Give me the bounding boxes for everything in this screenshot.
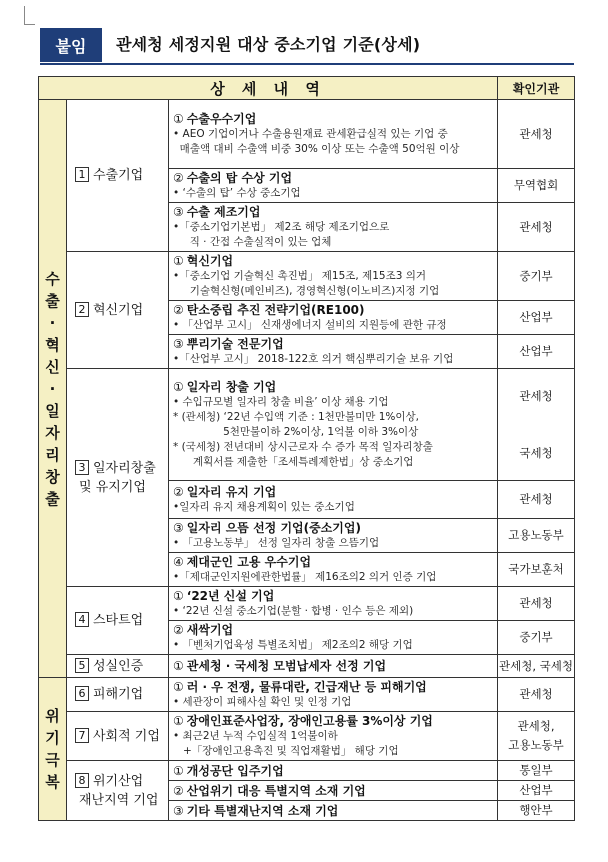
group-label-char: 신: [45, 357, 60, 376]
category-label-line: 스타트업: [93, 613, 144, 628]
group-label-char: ·: [49, 313, 56, 332]
criterion-line: * (관세청) ‘22년 수입액 기준 : 1천만불미만 1%이상,: [173, 411, 420, 423]
category-cell: [67, 252, 169, 369]
criterion-marker: ①: [173, 112, 184, 126]
criterion-title-text: 뿌리기술 전문기업: [186, 337, 284, 351]
category-cell: [67, 369, 169, 587]
agency-cell: 중기부: [498, 252, 575, 301]
criterion-line: • 세관장이 피해사실 확인 및 인정 기업: [173, 696, 352, 708]
category-label-line: 사회적 기업: [93, 728, 160, 744]
group-label-char: 창: [45, 467, 60, 486]
criterion-detail: [169, 169, 498, 203]
criterion-detail: [169, 252, 498, 301]
title-underline: [40, 63, 574, 65]
criterion-line: •「산업부 고시」 2018-122호 의거 핵심뿌리기술 보유 기업: [173, 353, 454, 365]
criterion-marker: ②: [173, 783, 184, 798]
category-number: 3: [75, 460, 89, 475]
category-number: 5: [75, 658, 89, 673]
criterion-title: [173, 111, 493, 127]
table-row: [39, 587, 575, 621]
criterion-detail: [169, 369, 498, 481]
criterion-detail: [169, 801, 498, 821]
category-cell: [67, 712, 169, 761]
group-label-char: 기: [45, 729, 60, 747]
criterion-title-text: 러 · 우 전쟁, 물류대란, 긴급재난 등 피해기업: [186, 680, 427, 694]
detail-column-header: 상 세 내 역: [39, 77, 498, 100]
criterion-marker: ③: [173, 337, 184, 351]
criterion-line: 기술혁신형(메인비즈), 경영혁신형(이노비즈)지정 기업: [173, 285, 440, 297]
criterion-marker: ③: [173, 803, 184, 818]
agency-cell: 무역협회: [498, 169, 575, 203]
criterion-title: [173, 763, 493, 779]
category-label-line: 위기산업: [93, 773, 144, 789]
criterion-title-text: 기타 특별재난지역 소재 기업: [186, 803, 339, 818]
criterion-title-text: 수출의 탑 수상 기업: [186, 171, 293, 185]
group-label-char: 일: [45, 401, 60, 420]
criterion-line: •「중소기업 기술혁신 촉진법」 제15조, 제15조3 의거: [173, 270, 427, 282]
criterion-line: 매출액 대비 수출액 비중 30% 이상 또는 수출액 50억원 이상: [173, 143, 460, 155]
document-header: [40, 28, 574, 66]
criterion-marker: ②: [173, 303, 184, 317]
category-label-line: 혁신기업: [93, 302, 144, 318]
criterion-detail: [169, 100, 498, 169]
agency-cell: 관세청: [498, 203, 575, 252]
criterion-title: [173, 803, 493, 819]
agency-cell: 관세청: [498, 678, 575, 712]
category-label: [79, 459, 156, 497]
criterion-line: • ‘수출의 탑’ 수상 중소기업: [173, 187, 301, 199]
category-label: [93, 166, 143, 185]
table-row: [39, 655, 575, 678]
criterion-title-text: 일자리 유지 기업: [186, 485, 277, 499]
criterion-title-text: 관세청 · 국세청 모범납세자 선정 기업: [186, 659, 387, 673]
table-row: [39, 252, 575, 301]
criterion-line: • 「벤처기업육성 특별조치법」 제2조의2 해당 기업: [173, 639, 413, 651]
criterion-title: [173, 302, 493, 318]
criterion-title: [173, 204, 493, 220]
criterion-marker: ①: [173, 380, 184, 394]
criterion-marker: ①: [173, 763, 184, 778]
criterion-title-text: ‘22년 신설 기업: [186, 589, 275, 603]
category-label: [93, 657, 143, 676]
table-row: [39, 712, 575, 761]
category-cell: [67, 655, 169, 678]
group-label-char: 복: [45, 773, 60, 791]
group-label-char: 수: [45, 269, 60, 288]
agency-cell: 산업부: [498, 301, 575, 335]
agency-cell: 관세청: [498, 587, 575, 621]
criterion-marker: ①: [173, 714, 184, 728]
table-header-row: [39, 77, 575, 100]
criterion-marker: ②: [173, 623, 184, 637]
group-label-char: 자: [45, 423, 60, 442]
category-label: [93, 685, 143, 704]
agency-cell: 관세청 국세청: [498, 369, 575, 481]
criterion-marker: ①: [173, 589, 184, 603]
criterion-title-text: 탄소중립 추진 전략기업(RE100): [186, 303, 365, 317]
criterion-title-text: 혁신기업: [186, 254, 234, 268]
group-label: [39, 100, 67, 678]
category-cell: [67, 761, 169, 821]
criterion-title: [173, 554, 493, 570]
category-number: 6: [75, 686, 89, 701]
criterion-title: [173, 658, 493, 674]
category-label-line: 및 유지기업: [79, 479, 146, 495]
criterion-marker: ③: [173, 521, 184, 535]
table-row: [39, 761, 575, 781]
group-label-char: 리: [45, 445, 60, 464]
criterion-title-text: 장애인표준사업장, 장애인고용률 3%이상 기업: [186, 714, 433, 728]
group-label-char: ·: [49, 379, 56, 398]
criterion-title-text: 수출우수기업: [186, 112, 257, 126]
criterion-title-text: 개성공단 입주기업: [186, 763, 284, 778]
group-label-char: 위: [45, 707, 60, 725]
criterion-line: • 「산업부 고시」 신재생에너지 설비의 지원등에 관한 규정: [173, 319, 447, 331]
criterion-detail: [169, 335, 498, 369]
category-label-line: 수출기업: [93, 168, 144, 183]
category-label: [93, 301, 143, 320]
criterion-detail: [169, 621, 498, 655]
category-number: 7: [75, 728, 89, 743]
criterion-line: * (국세청) 전년대비 상시근로자 수 증가 목적 일자리창출: [173, 441, 433, 453]
category-label-line: 일자리창출: [93, 460, 156, 476]
criterion-title-text: 일자리 으뜸 선정 기업(중소기업): [186, 521, 361, 535]
criterion-title: [173, 520, 493, 536]
agency-cell: 관세청: [498, 100, 575, 169]
agency-cell: 통일부: [498, 761, 575, 781]
criterion-line: • ‘22년 신설 중소기업(분할 · 합병 · 인수 등은 제외): [173, 605, 414, 617]
agency-cell: 관세청, 고용노동부: [498, 712, 575, 761]
category-label-line: 피해기업: [93, 687, 144, 702]
criterion-detail: [169, 553, 498, 587]
criterion-title-text: 제대군인 고용 우수기업: [186, 555, 312, 569]
agency-cell: 관세청, 국세청: [498, 655, 575, 678]
category-number: 8: [75, 773, 89, 788]
criterion-title-text: 산업위기 대응 특별지역 소재 기업: [186, 783, 366, 798]
criterion-detail: [169, 761, 498, 781]
category-label-line: 재난지역 기업: [79, 792, 159, 808]
table-row: [39, 369, 575, 481]
criterion-title: [173, 679, 493, 695]
criterion-line: +「장애인고용촉진 및 직업재활법」 해당 기업: [173, 745, 399, 757]
category-number: 4: [75, 612, 89, 627]
criterion-title: [173, 783, 493, 799]
criterion-line: 직 · 간접 수출실적이 있는 업체: [173, 236, 332, 248]
group-label-char: 출: [45, 291, 60, 310]
criterion-marker: ④: [173, 555, 184, 569]
group-label-char: 극: [45, 751, 60, 769]
attachment-badge: 붙임: [40, 28, 102, 62]
group-label: [39, 678, 67, 821]
criterion-line: 계획서를 제출한「조세특례제한법」상 중소기업: [173, 456, 414, 468]
criterion-marker: ③: [173, 205, 184, 219]
criterion-title-text: 새싹기업: [186, 623, 234, 637]
criterion-title: [173, 170, 493, 186]
criterion-detail: [169, 587, 498, 621]
criterion-detail: [169, 678, 498, 712]
criterion-line: • AEO 기업이거나 수출용원재료 관세환급실적 있는 기업 중: [173, 128, 448, 140]
agency-cell: 산업부: [498, 781, 575, 801]
criterion-title: [173, 713, 493, 729]
criterion-line: •「중소기업기본법」 제2조 해당 제조기업으로: [173, 221, 390, 233]
criterion-title-text: 일자리 창출 기업: [186, 380, 277, 394]
criterion-detail: [169, 481, 498, 519]
criteria-table: [38, 76, 575, 821]
criterion-line: • 수입규모별 일자리 창출 비율’ 이상 채용 기업: [173, 396, 389, 408]
criterion-line: •일자리 유지 채용계획이 있는 중소기업: [173, 501, 355, 513]
category-cell: [67, 100, 169, 252]
agency-cell: 중기부: [498, 621, 575, 655]
category-number: 1: [75, 167, 89, 182]
criterion-marker: ①: [173, 680, 184, 694]
criterion-marker: ②: [173, 485, 184, 499]
criterion-marker: ①: [173, 254, 184, 268]
criterion-line: 5천만불이하 2%이상, 1억불 이하 3%이상: [173, 426, 419, 438]
table-row: [39, 678, 575, 712]
criterion-detail: [169, 781, 498, 801]
category-label: [79, 772, 159, 810]
criterion-detail: [169, 519, 498, 553]
agency-cell: 고용노동부: [498, 519, 575, 553]
category-cell: [67, 587, 169, 655]
agency-column-header: 확인기관: [498, 77, 575, 100]
agency-cell: 산업부: [498, 335, 575, 369]
agency-cell: 국가보훈처: [498, 553, 575, 587]
criterion-title-text: 수출 제조기업: [186, 205, 261, 219]
criterion-line: •「제대군인지원에관한법률」 제16조의2 의거 인증 기업: [173, 571, 437, 583]
criterion-detail: [169, 712, 498, 761]
criterion-title: [173, 484, 493, 500]
criterion-title: [173, 253, 493, 269]
criterion-title: [173, 379, 493, 395]
category-label-line: 성실인증: [93, 658, 144, 674]
category-label: [93, 611, 143, 630]
category-cell: [67, 678, 169, 712]
criterion-detail: [169, 203, 498, 252]
group-label-char: 혁: [45, 335, 60, 354]
criterion-detail: [169, 655, 498, 678]
criterion-detail: [169, 301, 498, 335]
page-title: 관세청 세정지원 대상 중소기업 기준(상세): [116, 35, 421, 54]
criterion-title: [173, 588, 493, 604]
criterion-line: • 「고용노동부」 선정 일자리 창출 으뜸기업: [173, 537, 380, 549]
agency-cell: 관세청: [498, 481, 575, 519]
group-label-char: 출: [45, 489, 60, 508]
criterion-marker: ②: [173, 171, 184, 185]
category-number: 2: [75, 302, 89, 317]
criterion-title: [173, 336, 493, 352]
agency-cell: 행안부: [498, 801, 575, 821]
corner-mark: [24, 6, 35, 25]
criterion-marker: ①: [173, 659, 184, 673]
table-row: [39, 100, 575, 169]
category-label: [93, 727, 160, 746]
criterion-line: • 최근2년 누적 수입실적 1억불이하: [173, 730, 338, 742]
criterion-title: [173, 622, 493, 638]
